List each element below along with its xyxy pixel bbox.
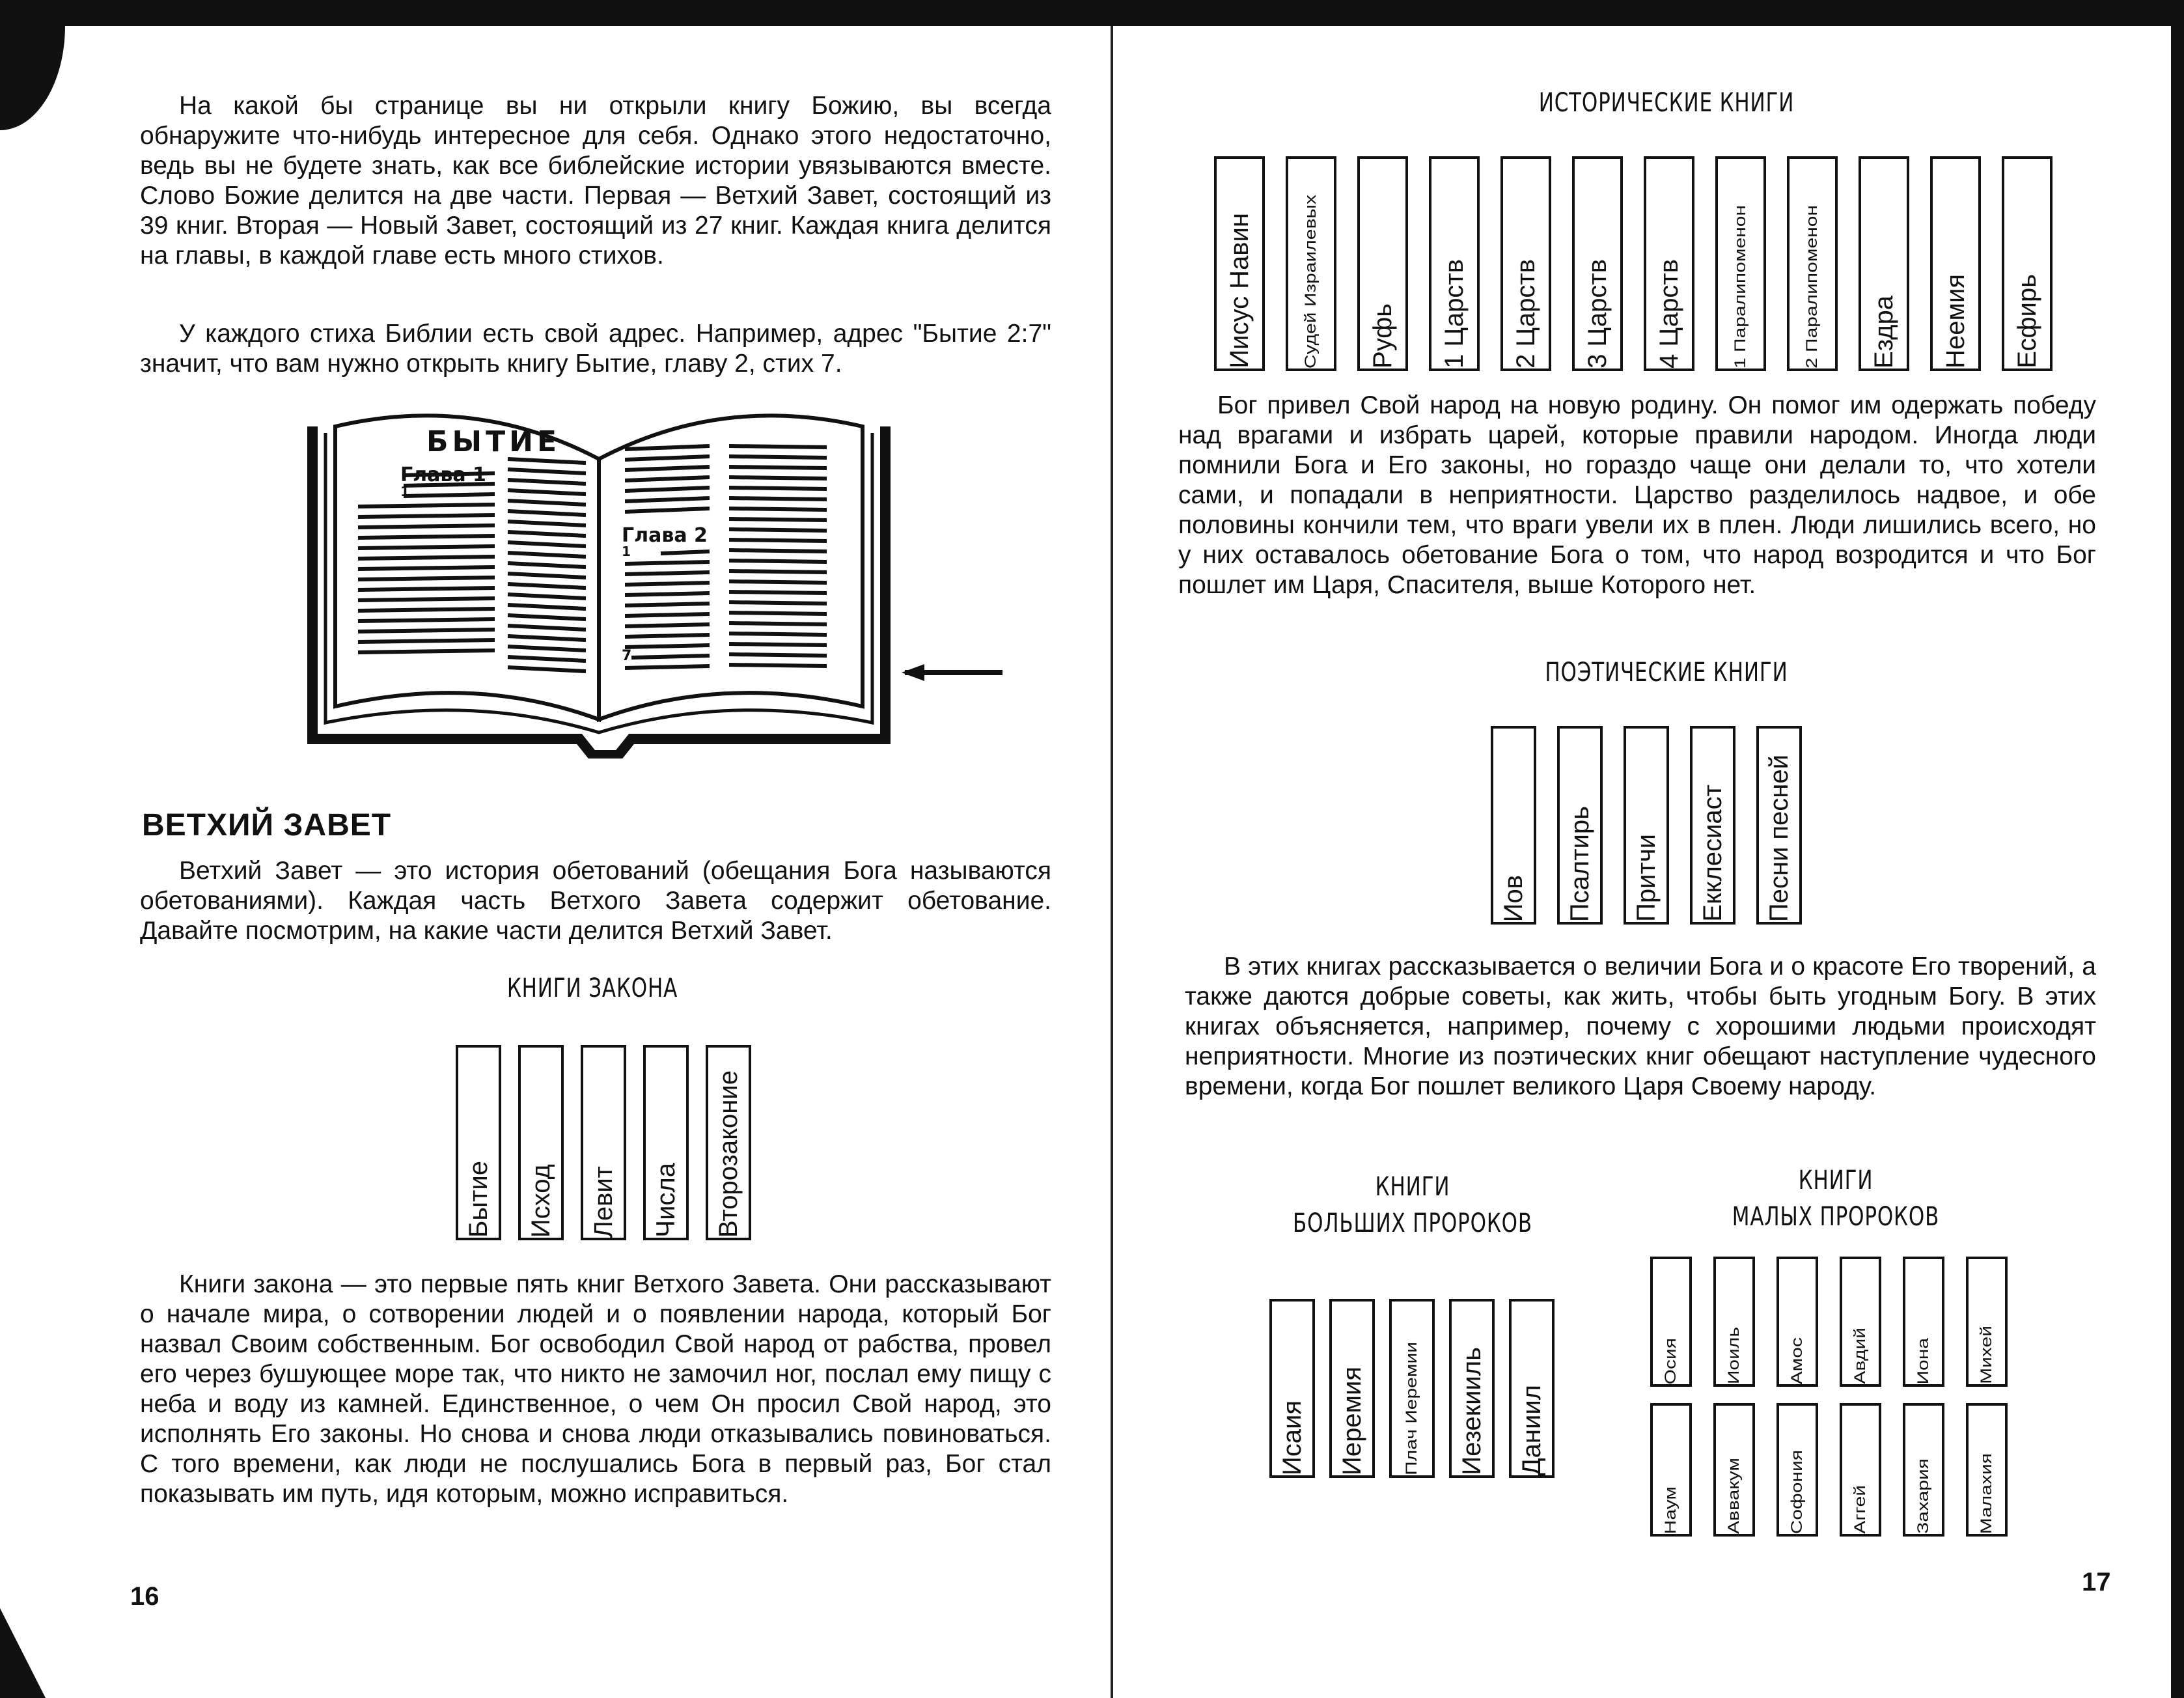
page-corner-decoration bbox=[0, 26, 65, 130]
page-top-border bbox=[0, 0, 2184, 26]
book-box bbox=[1557, 726, 1603, 925]
poetic-books-paragraph: В этих книгах рассказывается о величии Бога и о красоте Его творений, а также даются добрые советы, как жить, чтобы быть угодным Богу. В этих книгах объясняется, например, почему с хорошими людьми происходят неприятности. Многие из поэтических книг обещают наступление чудесного времени, когда Бог пошлет великого Царя Своему народу. bbox=[1185, 953, 2096, 1100]
poetic-books-row bbox=[1491, 726, 1802, 925]
book-box bbox=[643, 1045, 689, 1240]
book-label: Аввакум bbox=[1725, 1458, 1743, 1534]
book-label: Плач Иеремии bbox=[1403, 1342, 1420, 1475]
book-label: Иона bbox=[1914, 1337, 1932, 1384]
book-box bbox=[456, 1045, 501, 1240]
book-box bbox=[1509, 1299, 1555, 1478]
book-label: Захария bbox=[1914, 1458, 1932, 1534]
page-number-left: 16 bbox=[130, 1582, 159, 1611]
book-box bbox=[1930, 156, 1981, 371]
book-label: Есфирь bbox=[2013, 274, 2041, 369]
verse7-label: 7 bbox=[622, 648, 632, 664]
book-box bbox=[1713, 1403, 1755, 1537]
book-label: Даниил bbox=[1517, 1384, 1546, 1475]
book-box bbox=[1859, 156, 1909, 371]
book-label: Иоиль bbox=[1725, 1326, 1743, 1384]
historical-books-row bbox=[1214, 156, 2053, 371]
book-box bbox=[1713, 1257, 1755, 1387]
minor-prophets-title bbox=[1679, 1162, 1993, 1235]
book-box bbox=[1840, 1257, 1881, 1387]
open-bible-icon bbox=[306, 400, 1022, 759]
law-books-title: КНИГИ ЗАКОНА bbox=[506, 973, 678, 1003]
page-number-right: 17 bbox=[2082, 1568, 2111, 1596]
book-spine-divider bbox=[1111, 26, 1113, 1698]
book-box bbox=[1644, 156, 1694, 371]
book-label: Судей Израилевых bbox=[1302, 194, 1320, 369]
book-label: Песни песней bbox=[1765, 754, 1793, 922]
book-box bbox=[1840, 1403, 1881, 1537]
book-box bbox=[1491, 726, 1536, 925]
book-box bbox=[1787, 156, 1838, 371]
book-label: Числа bbox=[652, 1163, 680, 1238]
book-box bbox=[1286, 156, 1336, 371]
major-prophets-row bbox=[1269, 1299, 1555, 1478]
old-testament-heading: ВЕТХИЙ ЗАВЕТ bbox=[142, 808, 392, 842]
book-box bbox=[1966, 1257, 2008, 1387]
book-label: Михей bbox=[1978, 1326, 1995, 1384]
book-label: Притчи bbox=[1632, 834, 1661, 922]
book-label: 1 Паралипоменон bbox=[1732, 205, 1749, 369]
open-bible-illustration bbox=[306, 400, 1022, 759]
book-label: Левит bbox=[589, 1165, 618, 1238]
historical-books-title: ИСТОРИЧЕСКИЕ КНИГИ bbox=[1538, 88, 1795, 118]
book-label: 2 Царств bbox=[1512, 259, 1540, 369]
book-label: Екклесиаст bbox=[1698, 785, 1727, 922]
book-box bbox=[1756, 726, 1802, 925]
book-label: Амос bbox=[1788, 1337, 1806, 1384]
book-box bbox=[1650, 1403, 1692, 1537]
address-paragraph: У каждого стиха Библии есть свой адрес. Например, адрес "Бытие 2:7" значит, что вам нужно открыть книгу Бытие, главу 2, стих 7. bbox=[140, 320, 1051, 378]
book-label: 1 Царств bbox=[1440, 259, 1469, 369]
major-prophets-title bbox=[1251, 1169, 1575, 1242]
book-label: 4 Царств bbox=[1655, 259, 1683, 369]
book-label: Исаия bbox=[1278, 1400, 1306, 1475]
book-box bbox=[518, 1045, 564, 1240]
book-box bbox=[2002, 156, 2053, 371]
book-box bbox=[1500, 156, 1551, 371]
book-box bbox=[1357, 156, 1408, 371]
book-box bbox=[1449, 1299, 1495, 1478]
page-right-border bbox=[2171, 26, 2184, 1698]
minor-prophets-title-line1: КНИГИ bbox=[1798, 1165, 1873, 1195]
book-box bbox=[1389, 1299, 1435, 1478]
law-books-paragraph: Книги закона — это первые пять книг Ветхого Завета. Они рассказывают о начале мира, о сотворении людей и о появлении народа, который Бог назвал Своим собственным. Бог освободил Свой народ от рабства, провел его через бушующее море так, что никто не замочил ног, послал ему пищу с неба и воду из камней. Единственное, о чем Он просил Свой народ, это исполнять Его законы. Но снова и снова люди отказывались повиноваться. С того времени, как люди не послушались Бога в первый раз, Бог стал показывать им путь, идя которым, можно исправиться. bbox=[140, 1270, 1051, 1508]
book-label: Наум bbox=[1662, 1486, 1679, 1534]
book-label: Иеремия bbox=[1338, 1367, 1366, 1475]
book-label: Авдий bbox=[1851, 1328, 1869, 1384]
minor-prophets-row-1 bbox=[1650, 1257, 2008, 1387]
law-books-row bbox=[456, 1045, 751, 1240]
book-box bbox=[1624, 726, 1669, 925]
page-corner-decoration bbox=[0, 1608, 46, 1698]
bible-book-title: БЫТИЕ bbox=[426, 425, 561, 458]
book-box bbox=[1429, 156, 1480, 371]
book-label: 2 Паралипоменон bbox=[1803, 205, 1821, 369]
book-box bbox=[1966, 1403, 2008, 1537]
book-box bbox=[706, 1045, 751, 1240]
verse1b-label: 1 bbox=[622, 544, 631, 559]
book-label: Иезекииль bbox=[1458, 1347, 1486, 1475]
book-box bbox=[1650, 1257, 1692, 1387]
major-prophets-title-line1: КНИГИ bbox=[1375, 1172, 1450, 1202]
book-label: Аггей bbox=[1851, 1485, 1869, 1534]
intro-paragraph: На какой бы странице вы ни открыли книгу Божию, вы всегда обнаружите что-нибудь интересное для себя. Однако этого недостаточно, ведь вы не будете знать, как все библейские истории увязываются вместе. Слово Божие делится на две части. Первая — Ветхий Завет, состоящий из 39 книг. Вторая — Новый Завет, состоящий из 27 книг. Каждая книга делится на главы, в каждой главе есть много стихов. bbox=[140, 92, 1051, 270]
book-label: Ездра bbox=[1870, 296, 1898, 369]
book-label: Псалтирь bbox=[1566, 805, 1594, 922]
book-label: Бытие bbox=[464, 1161, 493, 1238]
old-testament-paragraph: Ветхий Завет — это история обетований (обещания Бога называются обетованиями). Каждая часть Ветхого Завета содержит обетование. Давайте посмотрим, на какие части делится Ветхий Завет. bbox=[140, 857, 1051, 945]
minor-prophets-title-line2: МАЛЫХ ПРОРОКОВ bbox=[1732, 1202, 1940, 1232]
book-box bbox=[1903, 1257, 1944, 1387]
book-label: Иисус Навин bbox=[1225, 213, 1254, 369]
historical-books-paragraph: Бог привел Свой народ на новую родину. Он помог им одержать победу над врагами и избрать царей, которые правили народом. Иногда люди помнили Бога и Его законы, но гораздо чаще они делали то, что хотели сами, и попадали в неприятности. Царство разделилось надвое, и обе половины кончили тем, что враги увели их в плен. Люди лишились всего, но у них оставалось обетование Бога о том, что народ возродится и что Бог пошлет им Царя, Спасителя, выше Которого нет. bbox=[1178, 391, 2096, 599]
book-box bbox=[1269, 1299, 1315, 1478]
book-label: Исход bbox=[527, 1163, 555, 1238]
book-box bbox=[581, 1045, 626, 1240]
book-box bbox=[1572, 156, 1623, 371]
book-label: Иов bbox=[1499, 874, 1528, 922]
book-box bbox=[1776, 1257, 1818, 1387]
book-label: Второзаконие bbox=[714, 1070, 743, 1238]
book-label: Малахия bbox=[1978, 1453, 1995, 1534]
book-box bbox=[1329, 1299, 1375, 1478]
book-label: 3 Царств bbox=[1583, 259, 1612, 369]
poetic-books-title: ПОЭТИЧЕСКИЕ КНИГИ bbox=[1545, 658, 1788, 688]
book-label: Софония bbox=[1788, 1449, 1806, 1534]
book-box bbox=[1690, 726, 1735, 925]
book-label: Осия bbox=[1662, 1337, 1679, 1384]
book-box bbox=[1214, 156, 1265, 371]
book-box bbox=[1903, 1403, 1944, 1537]
book-label: Руфь bbox=[1368, 303, 1397, 369]
chapter2-label: Глава 2 bbox=[622, 524, 708, 547]
book-label: Неемия bbox=[1941, 274, 1970, 369]
book-box bbox=[1776, 1403, 1818, 1537]
chapter1-label: Глава 1 bbox=[400, 464, 486, 486]
minor-prophets-row-2 bbox=[1650, 1403, 2008, 1537]
verse1-label: 1 bbox=[400, 484, 409, 499]
book-box bbox=[1715, 156, 1766, 371]
major-prophets-title-line2: БОЛЬШИХ ПРОРОКОВ bbox=[1292, 1208, 1532, 1238]
